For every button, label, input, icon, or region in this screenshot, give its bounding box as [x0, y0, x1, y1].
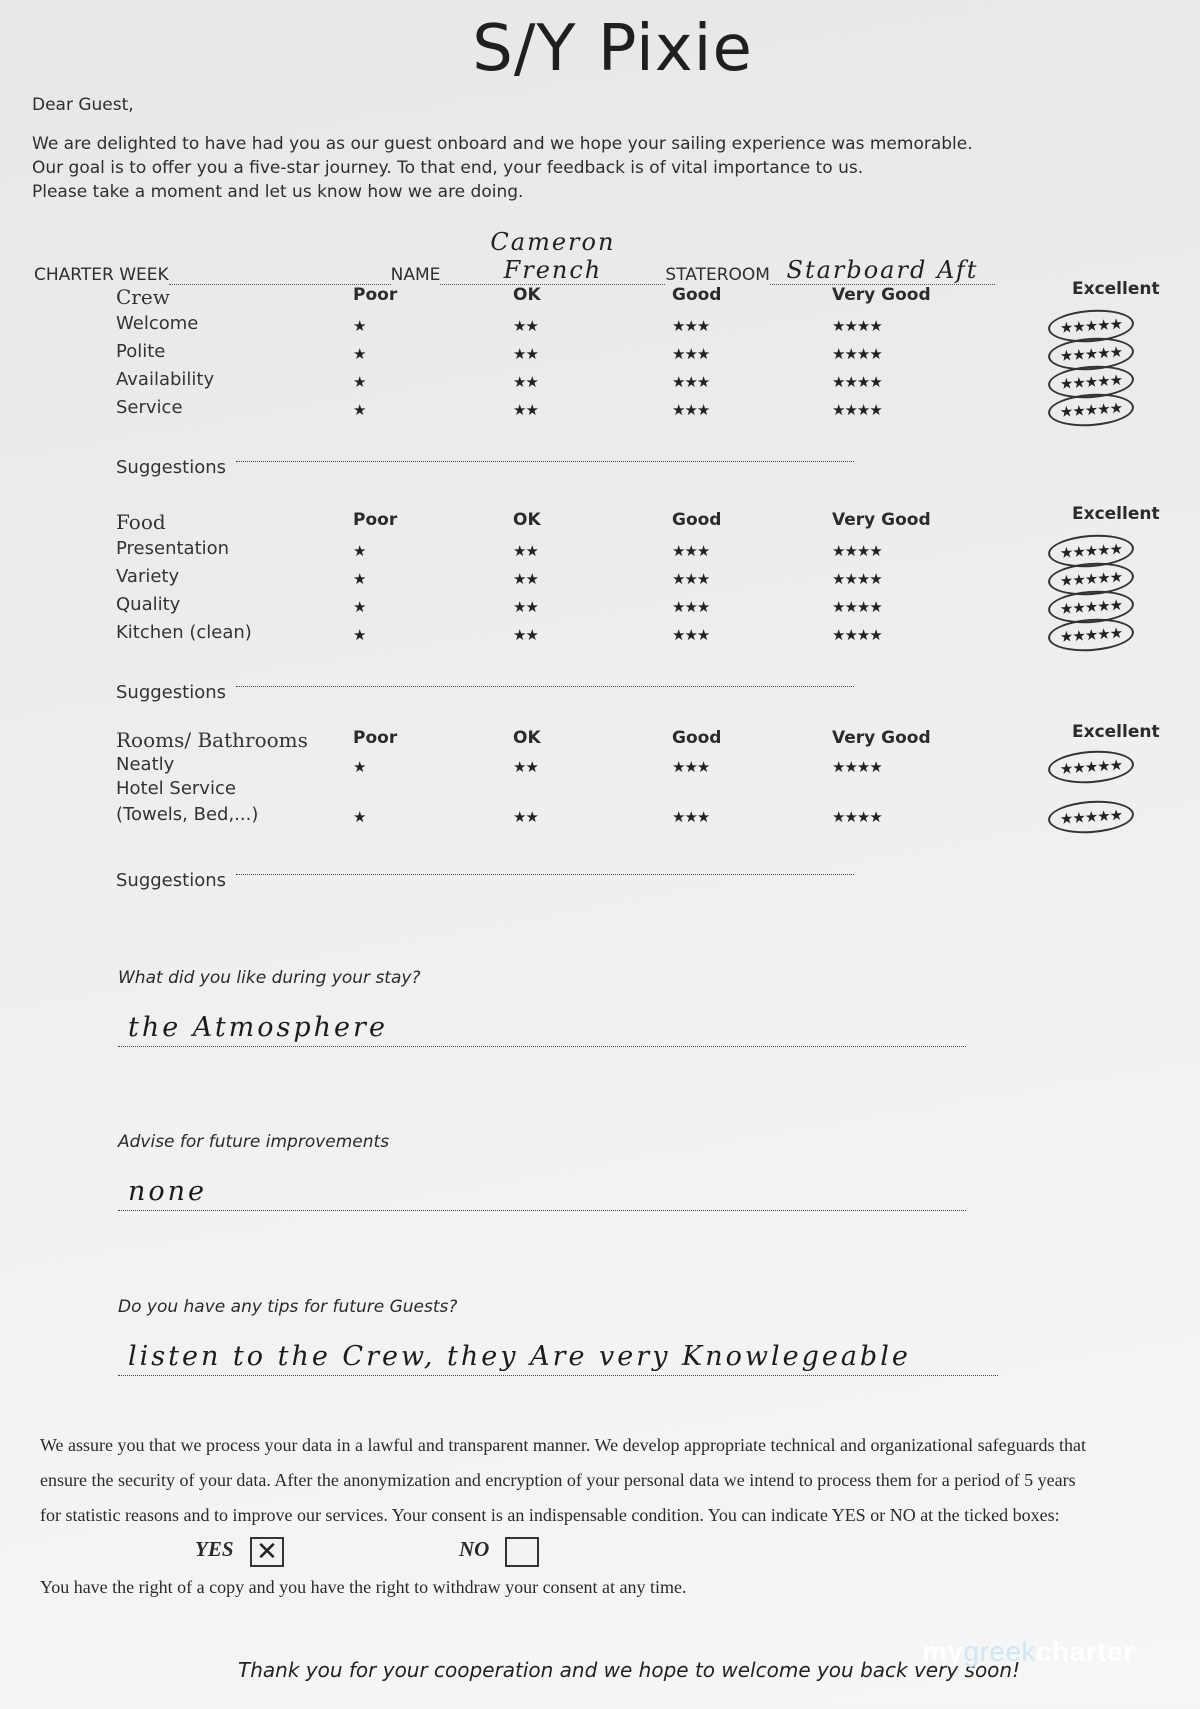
rating-stars[interactable]: ★: [353, 626, 366, 644]
section-title: Food: [116, 510, 166, 534]
rating-stars[interactable]: ★★★★: [832, 626, 882, 644]
no-label: NO: [459, 1537, 490, 1561]
excellent-selection-circle[interactable]: [1047, 391, 1135, 429]
rating-stars: ★★★★★: [1059, 398, 1123, 422]
rating-stars[interactable]: ★: [353, 373, 366, 391]
rating-stars[interactable]: ★★: [513, 401, 538, 419]
rating-stars[interactable]: ★★★: [672, 542, 710, 560]
rating-item-label: Quality: [116, 594, 181, 615]
rating-item-label: Neatly: [116, 754, 175, 775]
rating-item-label: Presentation: [116, 538, 230, 559]
rating-stars[interactable]: ★★★★: [832, 598, 882, 616]
rating-stars[interactable]: ★★: [513, 345, 538, 363]
rating-stars[interactable]: ★★★: [672, 758, 710, 776]
answer-line: [118, 1375, 998, 1376]
suggestions-label: Suggestions: [116, 682, 226, 703]
rating-stars[interactable]: ★★★: [672, 317, 710, 335]
stateroom-label: STATEROOM: [665, 265, 770, 285]
rating-stars: ★★★★★: [1059, 755, 1123, 779]
rating-stars[interactable]: ★★: [513, 598, 538, 616]
name-field[interactable]: Cameron French: [440, 228, 665, 285]
question-label: Advise for future improvements: [118, 1132, 390, 1152]
rating-stars[interactable]: ★★★★: [832, 808, 882, 826]
watermark-logo: [922, 1636, 1134, 1668]
guest-info-line: [34, 228, 1054, 285]
rating-item-label: Polite: [116, 341, 166, 362]
excellent-selection-circle[interactable]: [1047, 616, 1135, 654]
rating-stars: ★★★★★: [1059, 567, 1123, 591]
name-label: NAME: [390, 265, 441, 285]
intro-line-3: Please take a moment and let us know how we are doing.: [32, 182, 524, 202]
rating-column-header: OK: [513, 510, 541, 530]
question-answer[interactable]: listen to the Crew, they Are very Knowlegeable: [128, 1341, 911, 1372]
rating-column-header: Very Good: [832, 285, 931, 305]
rating-stars[interactable]: ★★: [513, 808, 538, 826]
rating-item-label: Hotel Service: [116, 778, 236, 799]
rating-stars[interactable]: ★★★: [672, 570, 710, 588]
charter-week-label: CHARTER WEEK: [34, 265, 169, 285]
question-label: What did you like during your stay?: [118, 968, 421, 988]
question-answer[interactable]: none: [128, 1176, 208, 1207]
legal-line-3: for statistic reasons and to improve our services. Your consent is an indispensable condition. You can indicate YES or NO at the ticked boxes:: [40, 1505, 1060, 1525]
rating-column-header: Excellent: [1072, 722, 1160, 742]
suggestions-field[interactable]: [236, 461, 854, 462]
answer-line: [118, 1210, 966, 1211]
rating-stars[interactable]: ★★★★: [832, 542, 882, 560]
rating-stars[interactable]: ★★★: [672, 373, 710, 391]
rating-column-header: Excellent: [1072, 279, 1160, 299]
rating-stars[interactable]: ★★★★: [832, 570, 882, 588]
rating-stars: ★★★★★: [1059, 595, 1123, 619]
rating-stars: ★★★★★: [1059, 314, 1123, 338]
rating-stars[interactable]: ★: [353, 808, 366, 826]
rating-stars[interactable]: ★★★: [672, 808, 710, 826]
rating-stars[interactable]: ★: [353, 542, 366, 560]
rating-column-header: Good: [672, 285, 722, 305]
check-x-icon: ✕: [256, 1537, 278, 1567]
rating-stars[interactable]: ★★★★: [832, 345, 882, 363]
rating-column-header: Poor: [353, 510, 398, 530]
greeting: Dear Guest,: [32, 95, 134, 115]
rating-column-header: Good: [672, 510, 722, 530]
stateroom-field[interactable]: Starboard Aft: [770, 256, 995, 285]
rating-stars[interactable]: ★★: [513, 570, 538, 588]
rating-stars[interactable]: ★★: [513, 542, 538, 560]
rating-column-header: Poor: [353, 728, 398, 748]
thanks-text: Thank you for your cooperation and we hope to welcome you back very soon!: [238, 1658, 1021, 1682]
suggestions-field[interactable]: [236, 686, 854, 687]
rating-stars: ★★★★★: [1059, 805, 1123, 829]
rating-column-header: OK: [513, 285, 541, 305]
intro-line-2: Our goal is to offer you a five-star journey. To that end, your feedback is of vital importance to us.: [32, 158, 864, 178]
rating-stars[interactable]: ★: [353, 345, 366, 363]
rights-text: You have the right of a copy and you have the right to withdraw your consent at any time.: [40, 1577, 687, 1597]
rating-stars[interactable]: ★★★★: [832, 758, 882, 776]
rating-stars[interactable]: ★★★: [672, 345, 710, 363]
rating-column-header: Good: [672, 728, 722, 748]
rating-stars[interactable]: ★: [353, 758, 366, 776]
suggestions-label: Suggestions: [116, 870, 226, 891]
rating-stars[interactable]: ★★★: [672, 401, 710, 419]
yes-label: YES: [195, 1537, 234, 1561]
rating-item-label: Variety: [116, 566, 180, 587]
rating-stars[interactable]: ★: [353, 401, 366, 419]
rating-stars[interactable]: ★: [353, 598, 366, 616]
rating-column-header: Very Good: [832, 728, 931, 748]
rating-column-header: Very Good: [832, 510, 931, 530]
excellent-selection-circle[interactable]: [1047, 748, 1135, 786]
answer-line: [118, 1046, 966, 1047]
question-label: Do you have any tips for future Guests?: [118, 1297, 458, 1317]
rating-item-label: Service: [116, 397, 183, 418]
rating-stars[interactable]: ★: [353, 570, 366, 588]
rating-stars[interactable]: ★★★: [672, 598, 710, 616]
rating-stars: ★★★★★: [1059, 623, 1123, 647]
suggestions-label: Suggestions: [116, 457, 226, 478]
rating-stars[interactable]: ★: [353, 317, 366, 335]
rating-stars[interactable]: ★★★★: [832, 373, 882, 391]
intro-line-1: We are delighted to have had you as our guest onboard and we hope your sailing experience was memorable.: [32, 134, 973, 154]
legal-line-2: ensure the security of your data. After the anonymization and encryption of your personal data we intend to process them for a period of 5 years: [40, 1470, 1076, 1490]
rating-item-label: Kitchen (clean): [116, 622, 252, 643]
rating-stars[interactable]: ★★: [513, 626, 538, 644]
page-title: S/Y Pixie: [472, 12, 753, 86]
rating-column-header: OK: [513, 728, 541, 748]
no-checkbox[interactable]: [505, 1537, 539, 1567]
legal-line-1: We assure you that we process your data in a lawful and transparent manner. We develop appropriate technical and organizational safeguards that: [40, 1435, 1087, 1455]
rating-stars[interactable]: ★★★★: [832, 401, 882, 419]
rating-stars: ★★★★★: [1059, 539, 1123, 563]
rating-stars[interactable]: ★★: [513, 758, 538, 776]
section-title: Crew: [116, 285, 170, 309]
yes-checkbox[interactable]: [250, 1537, 284, 1567]
rating-stars[interactable]: ★★: [513, 373, 538, 391]
rating-item-label: (Towels, Bed,...): [116, 804, 259, 825]
rating-stars[interactable]: ★★★: [672, 626, 710, 644]
rating-stars[interactable]: ★★★★: [832, 317, 882, 335]
excellent-selection-circle[interactable]: [1047, 798, 1135, 836]
suggestions-field[interactable]: [236, 874, 854, 875]
rating-stars[interactable]: ★★: [513, 317, 538, 335]
rating-stars: ★★★★★: [1059, 370, 1123, 394]
question-answer[interactable]: the Atmosphere: [128, 1012, 388, 1043]
rating-item-label: Availability: [116, 369, 215, 390]
logo-part-charter: charter: [1036, 1636, 1135, 1667]
rating-item-label: Welcome: [116, 313, 199, 334]
logo-part-my: my: [922, 1636, 964, 1667]
rating-column-header: Poor: [353, 285, 398, 305]
rating-column-header: Excellent: [1072, 504, 1160, 524]
logo-part-greek: greek: [963, 1636, 1037, 1667]
rating-stars: ★★★★★: [1059, 342, 1123, 366]
section-title: Rooms/ Bathrooms: [116, 728, 308, 752]
